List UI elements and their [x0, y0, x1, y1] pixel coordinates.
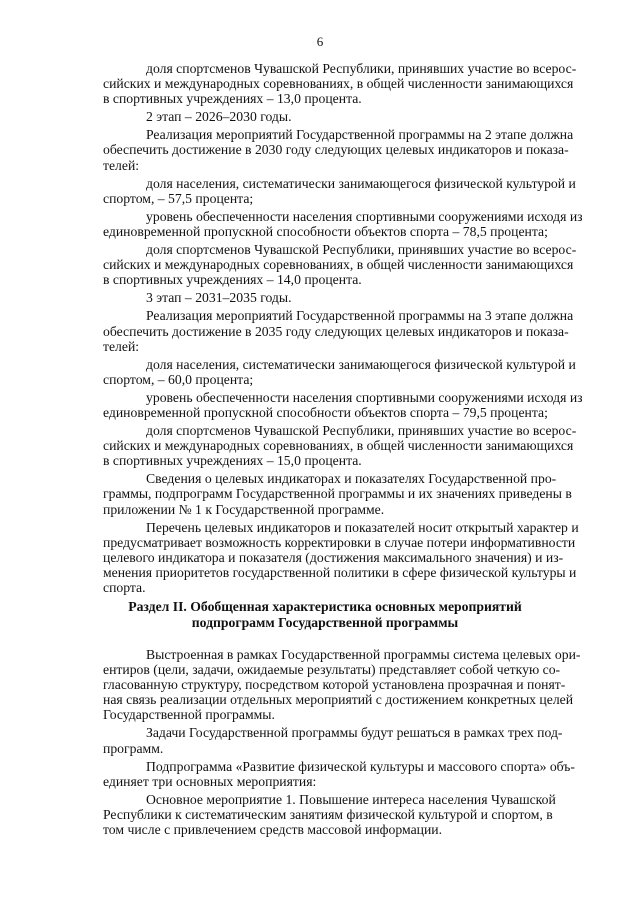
text-line: Подпрограмма «Развитие физической культуры и массового спорта» объ- [146, 758, 575, 774]
text-line: Сведения о целевых индикаторах и показателях Государственной про- [146, 471, 557, 487]
text-line: ная связь реализации отдельных мероприятий с достижением конкретных целей [103, 692, 574, 708]
text-line: Государственной программы. [103, 707, 275, 723]
text-line: доля спортсменов Чувашской Республики, принявших участие во всерос- [146, 61, 577, 76]
text-line: сийских и международных соревнованиях, в общей численности занимающихся [103, 257, 574, 273]
body-text-bottom [103, 647, 581, 840]
text-line: программ. [103, 740, 164, 756]
text-line: уровень обеспеченности населения спортивными сооружениями исходя из [146, 208, 583, 224]
text-line: спорта. [103, 580, 146, 595]
text-line: обеспечить достижение в 2030 году следующих целевых индикаторов и показа- [103, 142, 569, 158]
paragraph [103, 208, 583, 239]
text-line: спортом, – 57,5 процента; [103, 190, 254, 206]
text-line: граммы, подпрограмм Государственной программы и их значениях приведены в [103, 486, 572, 502]
text-line: приложении № 1 к Государственной программе. [103, 501, 385, 517]
paragraph [103, 61, 577, 107]
text-line: предусматривает возможность корректировки в случае потери информативности [103, 534, 576, 550]
text-line: в спортивных учреждениях – 15,0 процента. [103, 453, 362, 469]
paragraph [103, 647, 581, 723]
text-line: телей: [103, 338, 140, 354]
paragraph [103, 389, 583, 420]
text-line: Перечень целевых индикаторов и показателей носит открытый характер и [146, 519, 579, 535]
heading-line: подпрограмм Государственной программы [191, 615, 459, 630]
text-line: обеспечить достижение в 2035 году следующих целевых индикаторов и показа- [103, 323, 569, 339]
text-line: ентиров (цели, задачи, ожидаемые результаты) представляет собой четкую со- [103, 662, 561, 678]
text-line: Республики к систематическим занятиям физической культурой и спортом, в [103, 806, 553, 822]
section-heading [103, 599, 547, 631]
text-line: менения приоритетов государственной политики в сфере физической культуры и [103, 564, 577, 580]
paragraph [103, 175, 576, 206]
text-line: 3 этап – 2031–2035 годы. [146, 290, 292, 306]
text-line: доля населения, систематически занимающегося физической культурой и [146, 356, 576, 372]
heading-line: Раздел II. Обобщенная характеристика основных мероприятий [128, 599, 522, 614]
paragraph [103, 725, 563, 756]
paragraph [103, 109, 547, 124]
text-line: в спортивных учреждениях – 14,0 процента. [103, 272, 362, 288]
text-line: целевого индикатора и показателя (достижения максимального значения) и из- [103, 549, 564, 565]
paragraph [103, 758, 575, 789]
text-line: доля спортсменов Чувашской Республики, принявших участие во всерос- [146, 423, 577, 439]
paragraph [103, 308, 574, 354]
text-line: спортом, – 60,0 процента; [103, 371, 254, 387]
paragraph [103, 290, 547, 305]
page-number: 6 [316, 34, 324, 49]
text-line: сийских и международных соревнованиях, в общей численности занимающихся [103, 438, 574, 454]
paragraph [103, 791, 556, 838]
text-line: единяет три основных мероприятия: [103, 773, 317, 789]
text-line: доля спортсменов Чувашской Республики, принявших участие во всерос- [146, 242, 577, 258]
text-line: 2 этап – 2026–2030 годы. [146, 109, 292, 125]
text-line: уровень обеспеченности населения спортивными сооружениями исходя из [146, 389, 583, 405]
text-line: Реализация мероприятий Государственной программы на 2 этапе должна [146, 127, 574, 143]
paragraph [103, 356, 576, 387]
text-line: Выстроенная в рамках Государственной программы система целевых ори- [146, 647, 581, 662]
text-line: гласованную структуру, посредством которой установлена прозрачная и понят- [103, 677, 566, 693]
paragraph [103, 471, 572, 517]
text-line: сийских и международных соревнованиях, в общей численности занимающихся [103, 76, 574, 92]
body-text-top [103, 61, 583, 598]
text-line: Реализация мероприятий Государственной программы на 3 этапе должна [146, 308, 574, 324]
paragraph [103, 519, 579, 595]
text-line: телей: [103, 157, 140, 173]
text-line: в спортивных учреждениях – 13,0 процента. [103, 91, 362, 107]
text-line: Основное мероприятие 1. Повышение интереса населения Чувашской [146, 791, 556, 807]
text-line: доля населения, систематически занимающегося физической культурой и [146, 175, 576, 191]
paragraph [103, 423, 577, 469]
paragraph [103, 127, 574, 173]
paragraph [103, 242, 577, 288]
text-line: единовременной пропускной способности объектов спорта – 78,5 процента; [103, 223, 548, 239]
text-line: Задачи Государственной программы будут решаться в рамках трех под- [146, 725, 563, 741]
text-line: том числе с привлечением средств массовой информации. [103, 822, 443, 838]
text-line: единовременной пропускной способности объектов спорта – 79,5 процента; [103, 404, 548, 420]
